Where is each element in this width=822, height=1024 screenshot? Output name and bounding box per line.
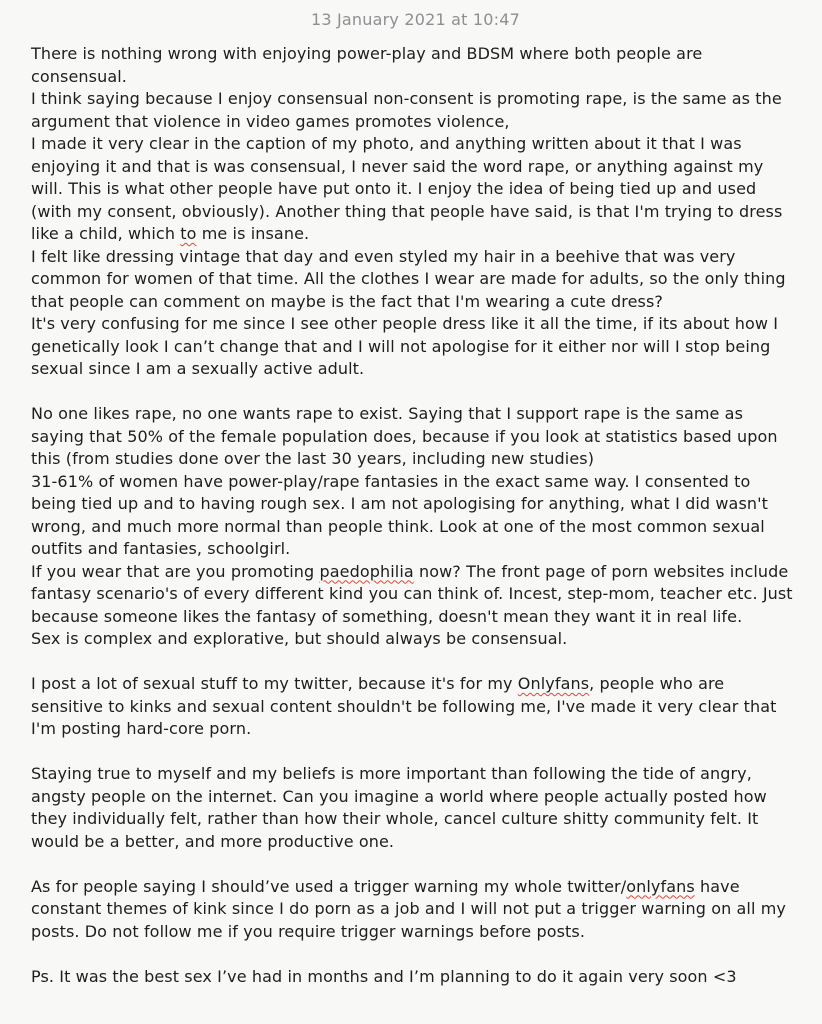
- note-text: , people who are sensitive to kinks and sexual content shouldn't be following me, I've made it very clear that I'm posting hard-core porn.: [31, 674, 777, 738]
- note-text: As for people saying I should’ve used a trigger warning my whole twitter/: [31, 876, 627, 896]
- note-text: I made it very clear in the caption of my photo, and anything written about it that I was enjoying it and that is was consensual, I never said the word rape, or anything against my will. This is what other people have put onto it. I enjoy the idea of being tied up and used (with my consent, obviously). Another thing that people have said, is that I'm trying to dress like a child, which: [31, 134, 783, 243]
- misspelled-word[interactable]: paedophilia: [319, 561, 414, 581]
- note-paragraph: There is nothing wrong with enjoying power-play and BDSM where both people are consensual.: [31, 44, 703, 86]
- note-text: If you wear that are you promoting: [31, 561, 315, 581]
- note-timestamp: 13 January 2021 at 10:47: [310, 10, 521, 29]
- note-paragraph: [31, 673, 800, 741]
- blank-line: [31, 741, 800, 764]
- note-paragraph: 31-61% of women have power-play/rape fantasies in the exact same way. I consented to being tied up and to having rough sex. I am not apologising for anything, what I did wasn't wrong, and much more normal than people think. Look at one of the most common sexual outfits and fantasies, schoolgirl.: [31, 471, 768, 558]
- misspelled-word[interactable]: to: [180, 224, 197, 243]
- blank-line: [31, 943, 800, 966]
- note-paragraph: [31, 133, 800, 246]
- misspelled-word[interactable]: Onlyfans: [517, 674, 590, 693]
- note-text: have constant themes of kink since I do porn as a job and I will not put a trigger warning on all my posts. Do not follow me if you require trigger warnings before posts.: [31, 876, 786, 941]
- blank-line: [31, 381, 800, 404]
- note-paragraph: [31, 876, 800, 944]
- note-text: I post a lot of sexual stuff to my twitter, because it's for my: [31, 674, 513, 693]
- note-paragraph: Staying true to myself and my beliefs is more important than following the tide of angry, angsty people on the internet. Can you imagine a world where people actually posted how they individually felt, rather than how their whole, cancel culture shitty community felt. It would be a better, and more productive one.: [31, 764, 767, 851]
- note-paragraph: Sex is complex and explorative, but should always be consensual.: [31, 629, 568, 648]
- note-paragraph: It's very confusing for me since I see other people dress like it all the time, if its about how I genetically look I can’t change that and I will not apologise for it either nor will I stop being sexual since I am a sexually active adult.: [31, 314, 779, 378]
- note-paragraph: I felt like dressing vintage that day and even styled my hair in a beehive that was very common for women of that time. All the clothes I wear are made for adults, so the only thing that people can comment on maybe is the fact that I'm wearing a cute dress?: [31, 246, 786, 311]
- note-paragraph: No one likes rape, no one wants rape to exist. Saying that I support rape is the same as saying that 50% of the female population does, because if you look at statistics based upon this (from studies done over the last 30 years, including new studies): [31, 404, 778, 468]
- blank-line: [31, 853, 800, 876]
- blank-line: [31, 651, 800, 674]
- note-paragraph: [31, 561, 800, 629]
- note-text: now? The front page of porn websites include fantasy scenario's of every different kind you can think of. Incest, step-mom, teacher etc. Just because someone likes the fantasy of something, doesn't mean they want it in real life.: [31, 561, 793, 626]
- note-text: me is insane.: [201, 224, 310, 243]
- note-body[interactable]: [31, 43, 800, 988]
- note-paragraph: I think saying because I enjoy consensual non-consent is promoting rape, is the same as the argument that violence in video games promotes violence,: [31, 89, 782, 131]
- misspelled-word[interactable]: onlyfans: [626, 876, 695, 896]
- note-paragraph: Ps. It was the best sex I’ve had in months and I’m planning to do it again very soon <3: [31, 966, 737, 986]
